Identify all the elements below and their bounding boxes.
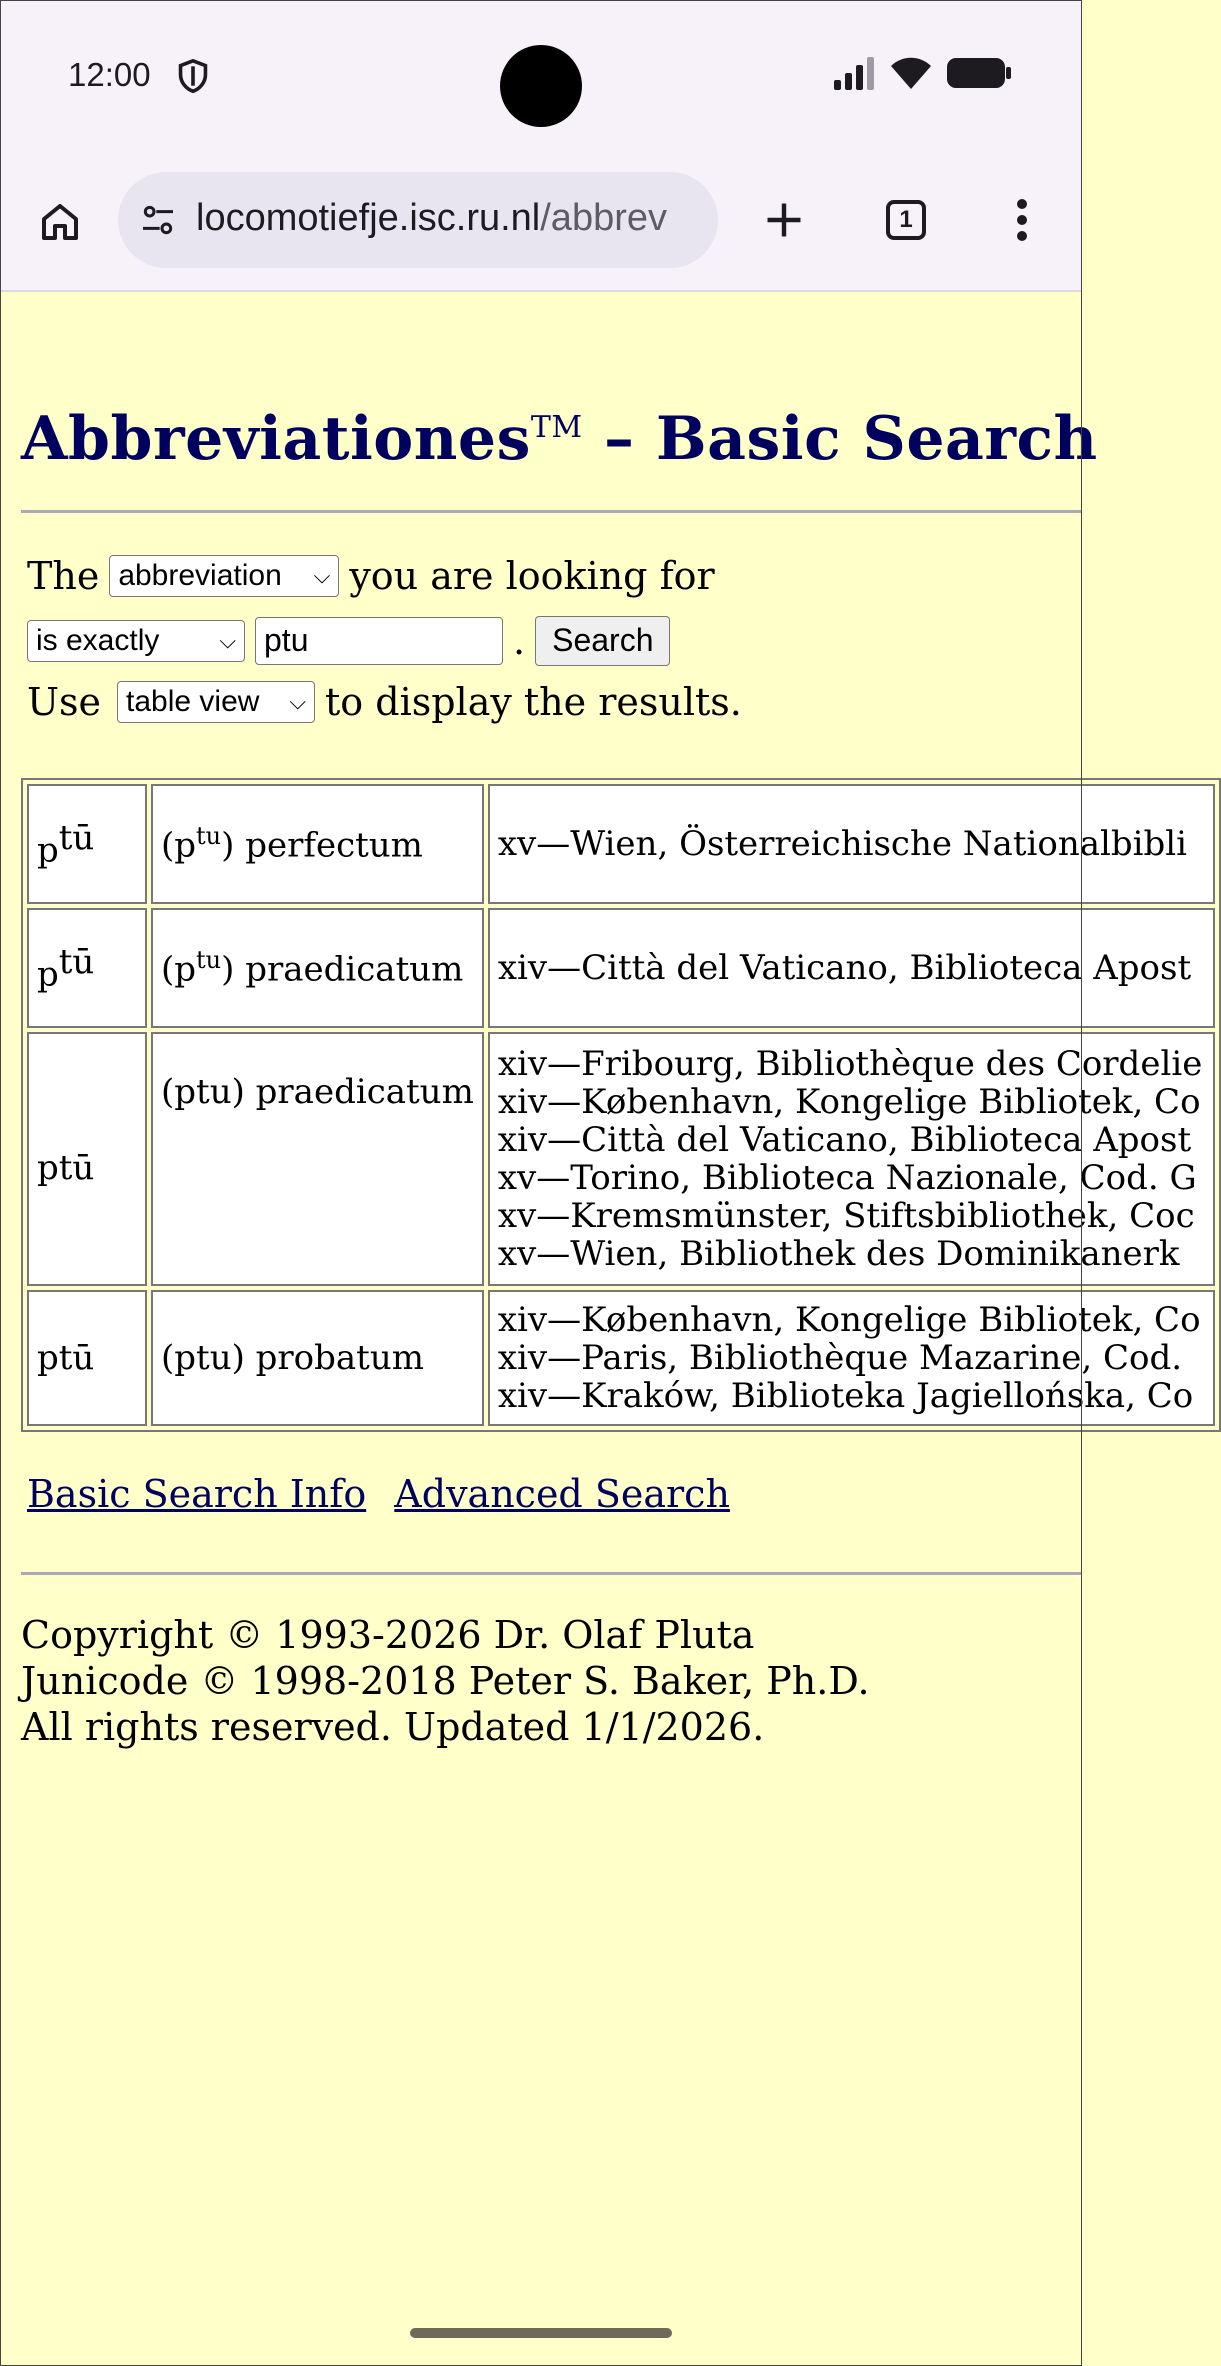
copyright-line: Junicode © 1998-2018 Peter S. Baker, Ph.D. (21, 1659, 870, 1703)
sources-cell (488, 1032, 1215, 1286)
source-line: xiv—Città del Vaticano, Biblioteca Apost (497, 948, 1192, 988)
abbr-base: p (37, 954, 59, 995)
browser-toolbar (0, 160, 1082, 292)
form-period: . (513, 619, 526, 663)
source-line: xiv—Kraków, Biblioteka Jagiellońska, Co (497, 1376, 1194, 1416)
url-host: locomotiefje.isc.ru.nl (196, 197, 541, 239)
abbr-base: p (37, 1338, 59, 1378)
exp-text: (ptu) probatum (161, 1338, 424, 1378)
abbr-sup: tū (58, 941, 95, 982)
url-text[interactable] (196, 197, 708, 240)
exp-sup: tu (196, 822, 222, 851)
expansion-cell (151, 908, 484, 1028)
exp-word: praedicatum (245, 949, 464, 990)
chevron-down-icon: ⌵ (289, 689, 307, 714)
signal-icon (832, 56, 876, 94)
exp-close: ) (221, 825, 235, 866)
exp-letter: p (174, 949, 197, 990)
sources-cell (488, 1290, 1215, 1426)
exp-paren: ( (161, 825, 175, 866)
gesture-bar[interactable] (410, 2328, 672, 2338)
source-line: xiv—København, Kongelige Bibliotek, Co (497, 1082, 1201, 1122)
exp-sup: tu (196, 946, 222, 975)
tab-count: 1 (886, 200, 926, 240)
table-row (27, 1032, 1215, 1286)
table-row (27, 784, 1215, 904)
tune-icon[interactable] (138, 200, 178, 244)
field-select-value: abbreviation (118, 559, 282, 592)
abbreviation-cell (27, 1032, 147, 1286)
source-line: xiv—København, Kongelige Bibliotek, Co (497, 1300, 1201, 1340)
form-line-match (27, 616, 670, 666)
view-select[interactable] (117, 681, 315, 723)
abbreviation-cell (27, 784, 147, 904)
footer-links (27, 1472, 746, 1516)
basic-search-info-link[interactable]: Basic Search Info (27, 1472, 367, 1516)
chevron-down-icon: ⌵ (219, 628, 236, 653)
plus-icon[interactable] (756, 190, 812, 250)
table-row (27, 908, 1215, 1028)
title-main: Abbreviationes (21, 404, 531, 474)
status-bar (0, 0, 1082, 160)
source-line: xiv—Paris, Bibliothèque Mazarine, Cod. (497, 1338, 1183, 1378)
sources-cell (488, 784, 1215, 904)
form-text: you are looking for (349, 554, 715, 598)
expansion-cell (151, 784, 484, 904)
copyright-footer (21, 1612, 870, 1750)
copyright-line: Copyright © 1993-2026 Dr. Olaf Pluta (21, 1613, 755, 1657)
abbr-base: p (37, 830, 59, 871)
abbreviation-cell (27, 1290, 147, 1426)
form-text: Use (27, 680, 102, 724)
source-line: xiv—Città del Vaticano, Biblioteca Apost (497, 1120, 1192, 1160)
status-icons (832, 56, 1012, 94)
match-select-value: is exactly (36, 624, 160, 657)
battery-icon (946, 56, 1012, 94)
source-line: xiv—Fribourg, Bibliothèque des Cordelie (497, 1044, 1203, 1084)
table-row (27, 1290, 1215, 1426)
expansion-cell (151, 1290, 484, 1426)
wifi-icon (890, 56, 932, 94)
form-line-view (27, 680, 742, 724)
search-button[interactable]: Search (535, 616, 670, 666)
source-line: xv—Torino, Biblioteca Nazionale, Cod. G (497, 1158, 1197, 1198)
exp-text: (ptu) praedicatum (161, 1072, 474, 1112)
title-trademark: TM (530, 410, 583, 445)
sources-cell (488, 908, 1215, 1028)
copyright-line: All rights reserved. Updated 1/1/2026. (21, 1705, 765, 1749)
tabs-icon[interactable] (876, 190, 936, 250)
abbreviation-cell (27, 908, 147, 1028)
camera-cutout (500, 45, 582, 127)
exp-word: perfectum (245, 825, 423, 866)
abbr-rest: tū (58, 1148, 95, 1188)
abbr-sup: tū (58, 817, 95, 858)
divider (21, 1572, 1082, 1575)
source-line: xv—Wien, Bibliothek des Dominikanerk (497, 1234, 1180, 1274)
page-title (21, 404, 1098, 474)
status-time: 12:00 (68, 56, 151, 93)
results-table (21, 778, 1221, 1432)
form-text: to display the results. (325, 680, 742, 724)
form-text: The (27, 554, 100, 598)
address-bar[interactable] (118, 172, 718, 268)
title-rest: – Basic Search (582, 404, 1098, 474)
source-line: xv—Kremsmünster, Stiftsbibliothek, Coc (497, 1196, 1195, 1236)
exp-letter: p (174, 825, 197, 866)
abbr-base: p (37, 1148, 59, 1188)
home-icon[interactable] (30, 192, 90, 252)
more-vert-icon[interactable] (1004, 190, 1040, 250)
abbr-rest: tū (58, 1338, 95, 1378)
expansion-cell (151, 1032, 484, 1286)
source-line: xv—Wien, Österreichische Nationalbibli (497, 824, 1188, 864)
shield-icon (176, 58, 210, 98)
url-path: /abbrev (540, 197, 667, 239)
match-select[interactable] (27, 620, 245, 662)
exp-close: ) (221, 949, 235, 990)
chevron-down-icon: ⌵ (313, 563, 331, 588)
view-select-value: table view (126, 685, 260, 718)
search-input[interactable]: ptu (255, 617, 503, 665)
advanced-search-link[interactable]: Advanced Search (394, 1472, 730, 1516)
exp-paren: ( (161, 949, 175, 990)
divider (21, 510, 1082, 513)
field-select[interactable] (109, 555, 339, 597)
form-line-field (27, 554, 715, 598)
